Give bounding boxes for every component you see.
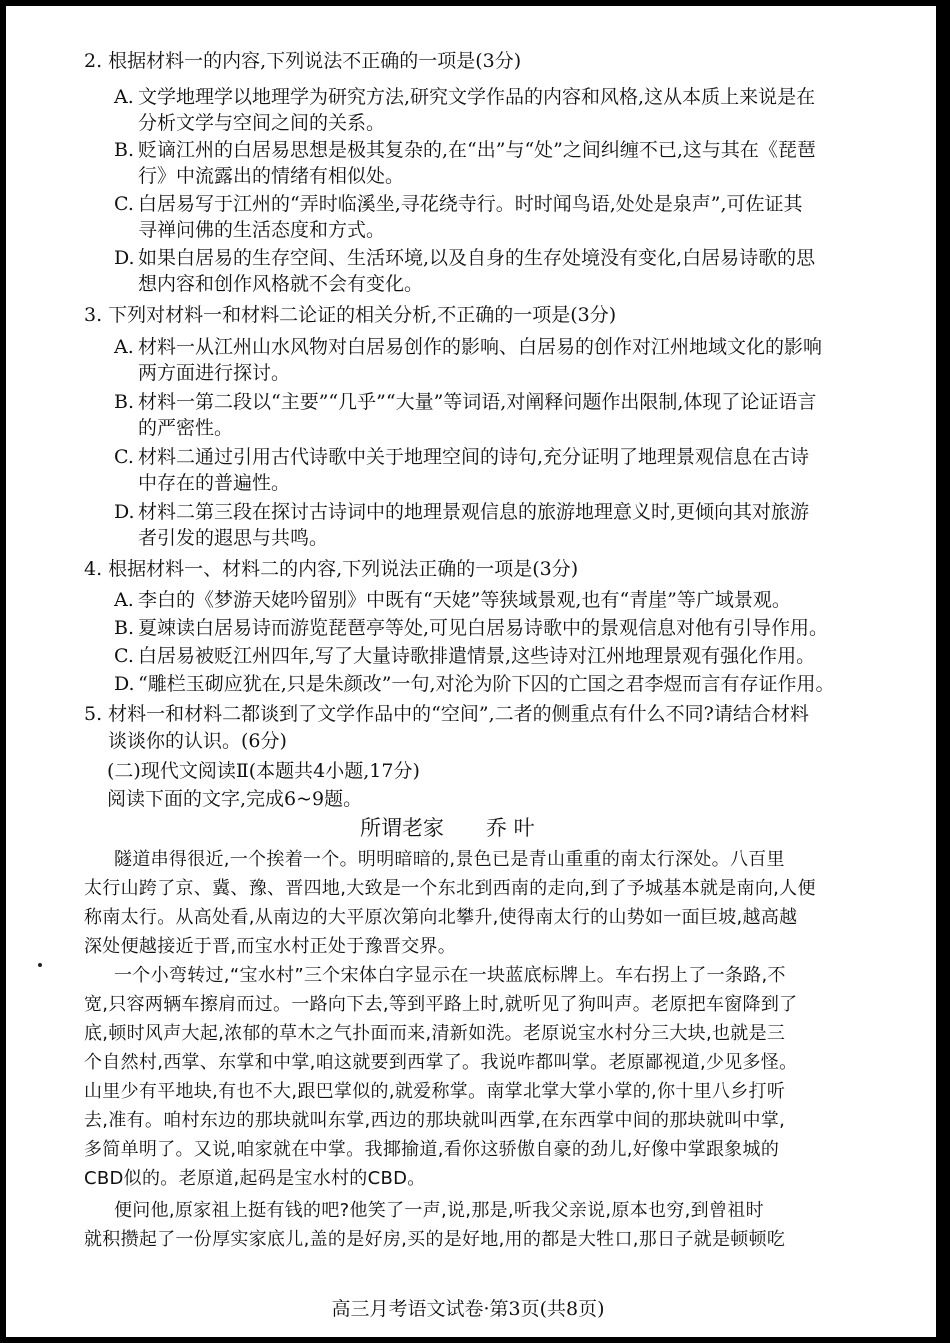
option-text: 材料二通过引用古代诗歌中关于地理空间的诗句,充分证明了地理景观信息在古诗 <box>138 446 810 468</box>
option-label: C. <box>114 446 134 468</box>
question-3-option-a <box>114 334 822 360</box>
question-3-option-a-cont: 两方面进行探讨。 <box>138 362 291 384</box>
question-3-option-d <box>114 499 809 525</box>
section-instruction: 阅读下面的文字,完成6~9题。 <box>107 788 363 810</box>
article-line: 太行山跨了京、冀、豫、晋四地,大致是一个东北到西南的走向,到了予城基本就是南向,人便 <box>84 878 816 899</box>
scan-speck <box>38 963 42 967</box>
article-line: 便问他,原家祖上挺有钱的吧?他笑了一声,说,那是,听我父亲说,原本也穷,到曾祖时 <box>114 1200 764 1221</box>
question-4-option-d <box>114 671 835 697</box>
option-label: B. <box>114 617 135 639</box>
article-title-line <box>360 815 535 841</box>
question-4-option-b <box>114 615 828 641</box>
article-line: 个自然村,西掌、东掌和中掌,咱这就要到西掌了。我说咋都叫掌。老原鄙视道,少见多怪。 <box>84 1052 798 1073</box>
article-author: 乔 叶 <box>486 816 535 840</box>
section-heading: (二)现代文阅读Ⅱ(本题共4小题,17分) <box>107 760 420 782</box>
question-2-option-c <box>114 191 803 217</box>
scan-edge-right <box>936 0 950 1343</box>
scan-edge-top <box>0 0 950 6</box>
option-text: 白居易写于江州的“弄时临溪坐,寻花绕寺行。时时闻鸟语,处处是泉声”,可佐证其 <box>138 193 803 215</box>
option-label: A. <box>114 86 134 108</box>
option-text: 如果白居易的生存空间、生活环境,以及自身的生存处境没有变化,白居易诗歌的思 <box>138 247 816 269</box>
question-2-option-d <box>114 245 815 271</box>
article-line: 隧道串得很近,一个挨着一个。明明暗暗的,景色已是青山重重的南太行深处。八百里 <box>114 849 785 870</box>
article-line: 宽,只容两辆车擦肩而过。一路向下去,等到平路上时,就听见了狗叫声。老原把车窗降到了 <box>84 994 798 1015</box>
article-line: CBD似的。老原道,起码是宝水村的CBD。 <box>84 1168 426 1189</box>
option-text: 贬谪江州的白居易思想是极其复杂的,在“出”与“处”之间纠缠不已,这与其在《琵琶 <box>138 139 816 161</box>
option-text: “雕栏玉砌应犹在,只是朱颜改”一句,对沦为阶下囚的亡国之君李煜而言有存证作用。 <box>138 673 835 695</box>
option-label: D. <box>114 501 135 523</box>
question-5-stem: 5. 材料一和材料二都谈到了文学作品中的“空间”,二者的侧重点有什么不同?请结合材料 <box>84 703 809 725</box>
article-line: 去,准有。咱村东边的那块就叫东掌,西边的那块就叫西掌,在东西掌中间的那块就叫中掌, <box>84 1110 786 1131</box>
article-line: 就积攒起了一份厚实家底儿,盖的是好房,买的是好地,用的都是大牲口,那日子就是顿顿吃 <box>84 1229 786 1250</box>
question-5-stem-cont: 谈谈你的认识。(6分) <box>108 730 287 752</box>
question-4-stem: 4. 根据材料一、材料二的内容,下列说法正确的一项是(3分) <box>84 558 579 580</box>
article-title: 所谓老家 <box>360 816 444 840</box>
question-2-stem: 2. 根据材料一的内容,下列说法不正确的一项是(3分) <box>84 50 522 72</box>
question-3-option-d-cont: 者引发的遐思与共鸣。 <box>138 527 329 549</box>
article-line: 深处便越接近于晋,而宝水村正处于豫晋交界。 <box>84 936 457 957</box>
question-2-option-a-cont: 分析文学与空间之间的关系。 <box>138 112 386 134</box>
article-line: 一个小弯转过,“宝水村”三个宋体白字显示在一块蓝底标牌上。车右拐上了一条路,不 <box>114 965 786 986</box>
scan-edge-left <box>0 0 6 1343</box>
option-label: A. <box>114 336 134 358</box>
question-2-option-b <box>114 137 816 163</box>
option-text: 白居易被贬江州四年,写了大量诗歌排遣情景,这些诗对江州地理景观有强化作用。 <box>138 645 816 667</box>
question-2-option-a <box>114 84 815 110</box>
question-2-option-b-cont: 行》中流露出的情绪有相似处。 <box>138 165 405 187</box>
option-text: 材料一从江州山水风物对白居易创作的影响、白居易的创作对江州地域文化的影响 <box>138 336 823 358</box>
option-label: B. <box>114 139 135 161</box>
option-text: 夏竦读白居易诗而游览琵琶亭等处,可见白居易诗歌中的景观信息对他有引导作用。 <box>138 617 829 639</box>
article-line: 底,顿时风声大起,浓郁的草木之气扑面而来,清新如洗。老原说宝水村分三大块,也就是三 <box>84 1023 786 1044</box>
question-2-option-d-cont: 想内容和创作风格就不会有变化。 <box>138 273 424 295</box>
question-2-option-c-cont: 寻禅问佛的生活态度和方式。 <box>138 219 386 241</box>
question-3-option-c <box>114 444 809 470</box>
option-label: C. <box>114 645 134 667</box>
scan-edge-bottom <box>0 1337 950 1343</box>
article-line: 多简单明了。又说,咱家就在中掌。我揶揄道,看你这骄傲自豪的劲儿,好像中掌跟象城的 <box>84 1139 780 1160</box>
option-text: 文学地理学以地理学为研究方法,研究文学作品的内容和风格,这从本质上来说是在 <box>138 86 816 108</box>
option-label: C. <box>114 193 134 215</box>
question-4-option-c <box>114 643 815 669</box>
option-label: D. <box>114 247 135 269</box>
option-text: 材料一第二段以“主要”“几乎”“大量”等词语,对阐释问题作出限制,体现了论证语言 <box>138 391 817 413</box>
option-label: B. <box>114 391 135 413</box>
article-line: 称南太行。从高处看,从南边的大平原次第向北攀升,使得南太行的山势如一面巨坡,越高越 <box>84 907 798 928</box>
article-line: 山里少有平地块,有也不大,跟巴掌似的,就爱称掌。南掌北掌大掌小掌的,你十里八乡打听 <box>84 1081 786 1102</box>
question-4-option-a <box>114 587 791 613</box>
question-3-stem: 3. 下列对材料一和材料二论证的相关分析,不正确的一项是(3分) <box>84 304 617 326</box>
question-3-option-c-cont: 中存在的普遍性。 <box>138 472 291 494</box>
option-label: A. <box>114 589 134 611</box>
option-text: 李白的《梦游天姥吟留别》中既有“天姥”等狭域景观,也有“青崖”等广域景观。 <box>138 589 791 611</box>
option-label: D. <box>114 673 135 695</box>
page-footer: 高三月考语文试卷·第3页(共8页) <box>331 1298 605 1320</box>
question-3-option-b <box>114 389 816 415</box>
option-text: 材料二第三段在探讨古诗词中的地理景观信息的旅游地理意义时,更倾向其对旅游 <box>138 501 810 523</box>
question-3-option-b-cont: 的严密性。 <box>138 417 234 439</box>
